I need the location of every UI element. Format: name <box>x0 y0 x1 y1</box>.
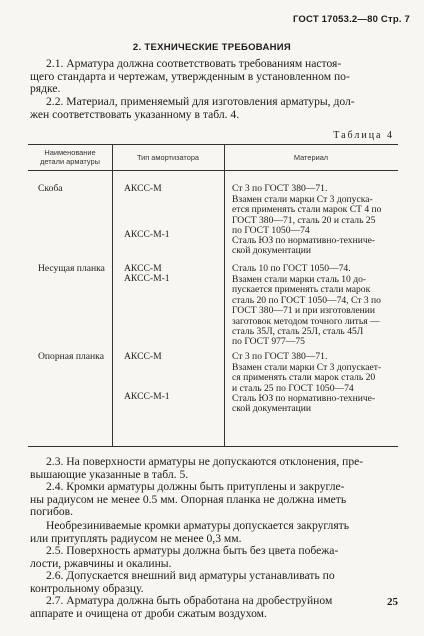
text-line: ны радиусом не менее 0.5 мм. Опорная планка не должна иметь <box>30 492 347 506</box>
text-line: 2.2. Материал, применяемый для изготовления арматуры, дол- <box>46 95 355 108</box>
materials-table <box>28 144 398 446</box>
paragraph-2-4 <box>30 481 396 519</box>
text-line: щего стандарта и чертежам, утвержденным в установленном по- <box>30 69 350 83</box>
type-name: АКСС-М <box>124 183 162 194</box>
page-header: ГОСТ 17053.2—80 Стр. 7 <box>292 14 410 25</box>
table-rule <box>112 144 113 446</box>
text-line: 2.3. На поверхности арматуры не допускаются отклонения, пре- <box>46 455 364 468</box>
text-line: 2.7. Арматура должна быть обработана на дробеструйном <box>46 594 333 607</box>
header-type: Тип амортизатора <box>136 153 200 162</box>
paragraph-edges <box>30 520 396 545</box>
header-material: Материал <box>293 153 329 162</box>
text-line: рядке. <box>30 82 61 96</box>
table-caption: Таблица 4 <box>333 130 394 141</box>
type-name: АКСС-М <box>124 263 162 274</box>
text-line: 2.6. Допускается внешний вид арматуры устанавливать по <box>46 569 335 582</box>
material-text: Сталь ЮЗ по нормативно-техниче- ской документации <box>232 393 376 415</box>
text-line: вышающие указанные в табл. 5. <box>30 467 189 481</box>
paragraph-2-2 <box>30 96 396 121</box>
type-name: АКСС-М <box>124 351 162 362</box>
text-line: аппарате и очищена от дроби сжатым воздухом. <box>30 606 267 620</box>
text-line: Необрезиниваемые кромки арматуры допускается закруглять <box>46 519 350 532</box>
type-name: АКСС-М-1 <box>124 229 170 240</box>
material-text: Взамен стали марки сталь 10 до- пускается применять стали марок сталь 20 по ГОСТ 1050—74, Ст 3 по ГОСТ 380—71 и при изготовлении заготовок методом точного литья — сталь 35Л, сталь 25Л, сталь 45Л по ГОСТ 977—75 <box>232 274 381 348</box>
part-name: Скоба <box>38 183 63 194</box>
table-rule <box>224 144 225 446</box>
material-text: Сталь ЮЗ по нормативно-техниче- ской документации <box>232 235 376 257</box>
material-text: Взамен стали марки Ст 3 допуска- ется применять стали марок СТ 4 по ГОСТ 380—71, сталь 20 и сталь 25 по ГОСТ 1050—74 <box>232 194 382 237</box>
text-line: 2.4. Кромки арматуры должны быть притуплены и закругле- <box>46 480 345 493</box>
paragraph-2-6 <box>30 570 396 595</box>
text-line: 2.5. Поверхность арматуры должна быть без цвета побежа- <box>46 544 339 557</box>
type-name: АКСС-М-1 <box>124 391 170 402</box>
paragraph-2-3 <box>30 456 396 481</box>
page-number: 25 <box>387 596 398 608</box>
paragraph-2-5 <box>30 545 396 570</box>
paragraph-2-1 <box>30 58 396 96</box>
material-text: Взамен стали марки Ст 3 допускает- ся применять стали марок сталь 20 и сталь 25 по ГОСТ 1050—74 <box>232 362 382 394</box>
text-line: 2.1. Арматура должна соответствовать требованиям настоя- <box>46 57 342 70</box>
table-rule <box>28 170 398 171</box>
table-rule <box>28 144 398 145</box>
text-line: погибов. <box>30 505 74 519</box>
header-part: Наименование детали арматуры <box>40 148 100 166</box>
table-rule <box>28 446 398 447</box>
part-name: Опорная планка <box>38 351 104 362</box>
section-title: 2. ТЕХНИЧЕСКИЕ ТРЕБОВАНИЯ <box>132 42 292 53</box>
material-text: Ст 3 по ГОСТ 380—71. <box>232 183 328 194</box>
text-line: контрольному образцу. <box>30 581 144 595</box>
part-name: Несущая планка <box>38 263 105 274</box>
text-line: жен соответствовать указанному в табл. 4. <box>30 107 240 121</box>
text-line: или притуплять радиусом не менее 0,3 мм. <box>30 531 242 545</box>
paragraph-2-7 <box>30 595 370 620</box>
text-line: лости, ржавчины и окалины. <box>30 556 172 570</box>
material-text: Сталь 10 по ГОСТ 1050—74. <box>232 263 351 274</box>
material-text: Ст 3 по ГОСТ 380—71. <box>232 351 328 362</box>
type-name: АКСС-М-1 <box>124 273 170 284</box>
